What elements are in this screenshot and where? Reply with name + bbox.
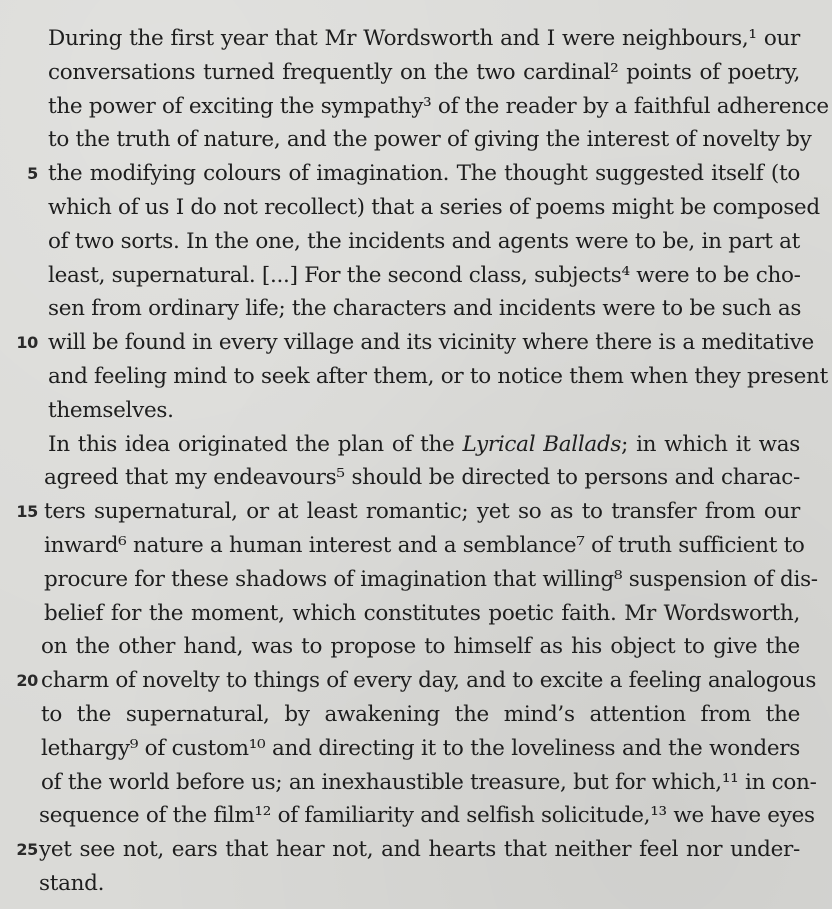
text-line [0,563,832,597]
line-text: ters supernatural, or at least romantic; yet so as to transfer from our [44,499,800,525]
line-text: on the other hand, was to propose to himself as his object to give the [41,634,800,660]
text-line [0,22,832,56]
text-line [0,90,832,124]
line-text: which of us I do not recollect) that a series of poems might be composed [48,194,820,220]
line-text: and feeling mind to seek after them, or to notice them when they present [48,363,828,389]
text-line [0,833,832,867]
text-line [0,799,832,833]
line-text: In this idea originated the plan of the Lyrical Ballads; in which it was [48,431,800,457]
text-line [0,867,832,901]
text-line [0,732,832,766]
book-title: Lyrical Ballads [462,431,622,457]
line-text: inward⁶ nature a human interest and a semblance⁷ of truth sufficient to [44,532,805,558]
line-number: 25 [16,840,38,860]
text-line [0,698,832,732]
text-line [0,292,832,326]
text-line [0,495,832,529]
text-line [0,766,832,800]
passage [0,22,832,901]
text-line [0,123,832,157]
line-text: lethargy⁹ of custom¹⁰ and directing it to the loveliness and the wonders [41,735,800,761]
line-text: yet see not, ears that hear not, and hearts that neither feel nor under- [39,837,800,863]
line-text: charm of novelty to things of every day, and to excite a feeling analogous [41,668,817,694]
text-line [0,157,832,191]
text-line [0,428,832,462]
line-text: During the first year that Mr Wordsworth and I were neighbours,¹ our [48,26,800,51]
text-line [0,360,832,394]
text-line [0,225,832,259]
text-line [0,529,832,563]
line-text: conversations turned frequently on the two cardinal² points of poetry, [48,59,800,85]
line-text: will be found in every village and its vicinity where there is a meditative [48,330,814,356]
text-line [0,394,832,428]
line-text: agreed that my endeavours⁵ should be directed to persons and charac- [44,465,800,491]
line-number: 20 [16,671,38,691]
text-line [0,326,832,360]
text-line [0,56,832,90]
line-number: 15 [16,502,38,522]
text-line [0,461,832,495]
line-text: stand. [39,870,105,896]
text-line [0,630,832,664]
line-text: themselves. [48,397,174,423]
text-line [0,191,832,225]
text-line [0,259,832,293]
line-number: 10 [16,333,38,353]
line-text: sequence of the film¹² of familiarity and selfish solicitude,¹³ we have eyes [39,803,815,829]
text-line [0,664,832,698]
line-text: sen from ordinary life; the characters and incidents were to be such as [48,296,802,322]
line-text: of two sorts. In the one, the incidents and agents were to be, in part at [48,228,800,254]
line-text: procure for these shadows of imagination that willing⁸ suspension of dis- [44,566,818,592]
text-line [0,597,832,631]
line-text: the modifying colours of imagination. The thought suggested itself (to [48,161,800,187]
line-text: belief for the moment, which constitutes poetic faith. Mr Wordsworth, [44,600,800,626]
line-text: to the supernatural, by awakening the mind’s attention from the [41,701,800,727]
line-text: least, supernatural. [...] For the second class, subjects⁴ were to be cho- [48,262,801,288]
line-text: to the truth of nature, and the power of giving the interest of novelty by [48,127,812,153]
line-text: of the world before us; an inexhaustible treasure, but for which,¹¹ in con- [41,769,817,795]
line-number: 5 [27,164,38,184]
line-text: the power of exciting the sympathy³ of the reader by a faithful adherence [48,93,829,119]
